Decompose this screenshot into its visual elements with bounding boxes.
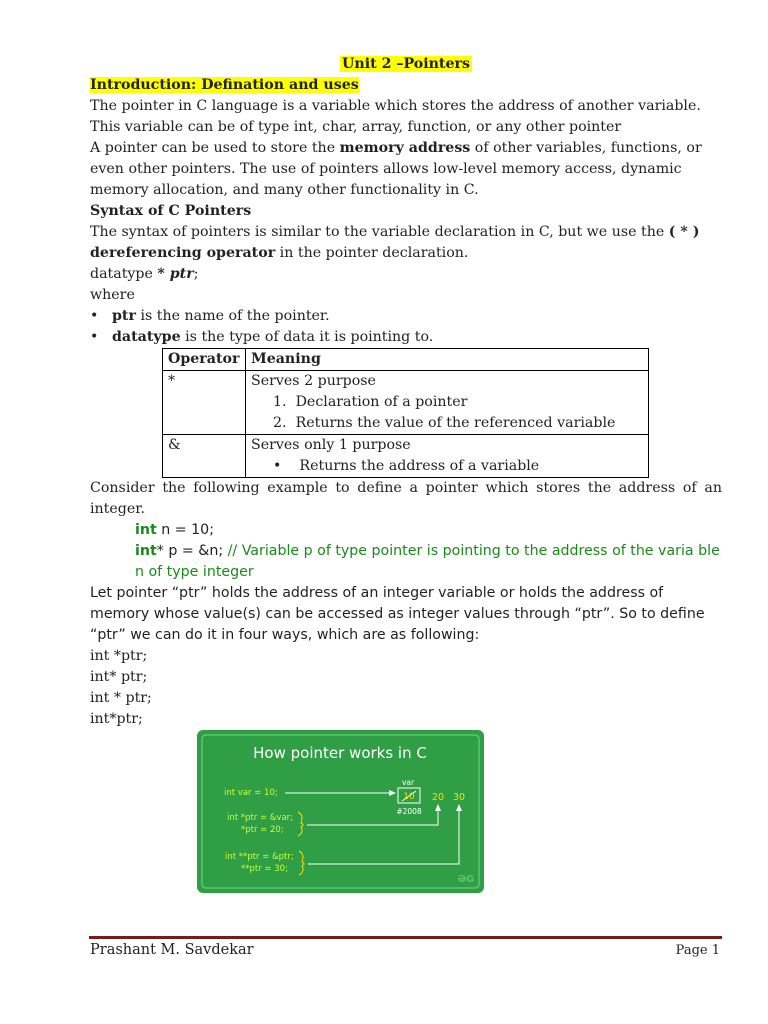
intro-paragraph-2: A pointer can be used to store the memory address of other variables, functions, or even other pointers. The use of pointers allows low-level memory access, dynamic memory allocation, and many other functionality in C. bbox=[90, 140, 702, 198]
value-20: 20 bbox=[431, 792, 445, 803]
declaration-way: int * ptr; bbox=[90, 690, 152, 706]
meaning-cell bbox=[246, 435, 649, 478]
document-body bbox=[90, 54, 722, 730]
meaning-item: • Returns the address of a variable bbox=[273, 458, 540, 474]
declaration-way: int*ptr; bbox=[90, 711, 143, 727]
value-30: 30 bbox=[452, 792, 466, 803]
diagram-title: How pointer works in C bbox=[253, 744, 427, 762]
var-label: var bbox=[401, 778, 415, 787]
list-item: • ptr is the name of the pointer. bbox=[112, 306, 722, 327]
syntax-heading: Syntax of C Pointers bbox=[90, 203, 252, 219]
operator-cell: * bbox=[163, 371, 246, 435]
code-ptr-decl: int *ptr = &var; bbox=[227, 813, 294, 823]
declaration-way: int *ptr; bbox=[90, 648, 148, 664]
operator-cell: & bbox=[163, 435, 246, 478]
footer-author: Prashant M. Savdekar bbox=[90, 942, 254, 958]
operator-table bbox=[162, 348, 649, 478]
address-label: #2008 bbox=[396, 807, 422, 816]
meaning-cell bbox=[246, 371, 649, 435]
pointer-diagram bbox=[197, 730, 484, 893]
list-item: • datatype is the type of data it is pointing to. bbox=[112, 327, 722, 348]
table-row bbox=[163, 435, 649, 478]
intro-heading: Introduction: Defination and uses bbox=[90, 77, 359, 93]
column-header: Meaning bbox=[246, 349, 649, 371]
meaning-item: 1. Declaration of a pointer bbox=[273, 394, 468, 410]
ptr-paragraph: Let pointer “ptr” holds the address of an integer variable or holds the address of memory whose value(s) can be accessed as integer values through “ptr”. So to define “ptr” we can do it in four ways, which are as following: bbox=[90, 585, 705, 643]
code-line-2: int* p = &n; // Variable p of type pointer is pointing to the address of the varia ble n of type integer bbox=[135, 543, 720, 580]
where-label: where bbox=[90, 287, 135, 303]
table-row bbox=[163, 371, 649, 435]
code-ptr-assign: *ptr = 20; bbox=[241, 825, 284, 835]
syntax-paragraph: The syntax of pointers is similar to the variable declaration in C, but we use the ( * ) dereferencing operator in the pointer declaration. bbox=[90, 224, 700, 261]
definition-list bbox=[90, 306, 722, 348]
value-10: 10 bbox=[403, 792, 415, 802]
meaning-summary: Serves only 1 purpose bbox=[251, 437, 411, 453]
code-pptr-assign: **ptr = 30; bbox=[241, 864, 288, 874]
example-paragraph: Consider the following example to define a pointer which stores the address of an integer. bbox=[90, 480, 722, 517]
page-title: Unit 2 –Pointers bbox=[342, 56, 470, 72]
footer-rule bbox=[89, 936, 722, 939]
intro-paragraph-1: The pointer in C language is a variable which stores the address of another variable. This variable can be of type int, char, array, function, or any other pointer bbox=[90, 98, 701, 135]
code-line-1: int n = 10; bbox=[135, 522, 214, 538]
page-number: Page 1 bbox=[675, 943, 720, 958]
column-header: Operator bbox=[163, 349, 246, 371]
meaning-summary: Serves 2 purpose bbox=[251, 373, 376, 389]
logo-icon: ƏG bbox=[457, 874, 475, 885]
code-var-decl: int var = 10; bbox=[224, 788, 278, 798]
code-pptr-decl: int **ptr = &ptr; bbox=[225, 852, 294, 862]
declaration-syntax: datatype * ptr; bbox=[90, 266, 199, 282]
declaration-way: int* ptr; bbox=[90, 669, 148, 685]
table-header-row bbox=[163, 349, 649, 371]
meaning-item: 2. Returns the value of the referenced variable bbox=[273, 415, 616, 431]
